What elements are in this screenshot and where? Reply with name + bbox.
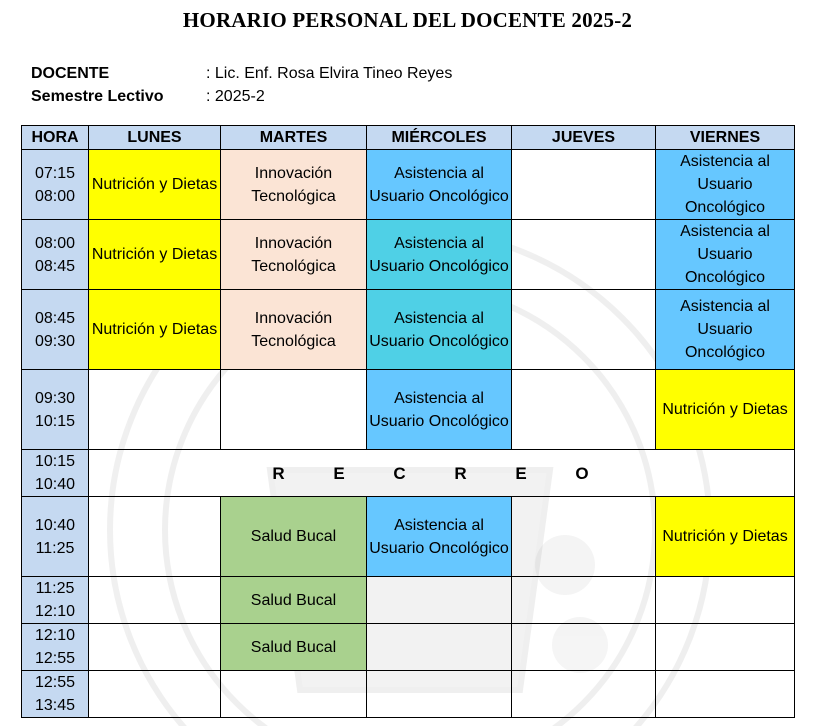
- class-cell-miercoles: Asistencia al Usuario Oncológico: [367, 497, 512, 577]
- time-cell: [22, 290, 89, 370]
- header-lunes: LUNES: [89, 126, 221, 150]
- time-cell: [22, 624, 89, 671]
- time-end: 09:30: [34, 332, 76, 350]
- table-row: [22, 671, 795, 718]
- class-cell-lunes: Nutrición y Dietas: [89, 290, 221, 370]
- time-cell: [22, 150, 89, 220]
- class-cell-martes: [221, 671, 367, 718]
- time-start: 10:40: [34, 516, 76, 534]
- header-jueves: JUEVES: [512, 126, 656, 150]
- class-cell-jueves: [512, 624, 656, 671]
- header-martes: MARTES: [221, 126, 367, 150]
- docente-row: [31, 62, 452, 85]
- time-start: 10:15: [34, 453, 76, 470]
- class-cell-lunes: Nutrición y Dietas: [89, 150, 221, 220]
- semestre-value: : 2025-2: [206, 87, 265, 105]
- class-cell-martes: Salud Bucal: [221, 497, 367, 577]
- time-start: 08:00: [34, 234, 76, 252]
- page-title: HORARIO PERSONAL DEL DOCENTE 2025-2: [182, 8, 633, 32]
- table-row: [22, 497, 795, 577]
- class-cell-lunes: [89, 577, 221, 624]
- class-cell-viernes: Nutrición y Dietas: [656, 497, 795, 577]
- time-start: 11:25: [35, 580, 75, 597]
- class-cell-martes: [221, 370, 367, 450]
- class-cell-martes: Salud Bucal: [221, 577, 367, 624]
- schedule-table: [21, 125, 795, 718]
- recreo-cell: R E C R E O: [89, 450, 795, 497]
- class-cell-viernes: [656, 671, 795, 718]
- time-end: 08:00: [34, 187, 76, 205]
- header-hora: HORA: [22, 126, 89, 150]
- table-row: [22, 370, 795, 450]
- class-cell-lunes: [89, 671, 221, 718]
- class-cell-martes: Innovación Tecnológica: [221, 150, 367, 220]
- class-cell-viernes: [656, 577, 795, 624]
- class-cell-viernes: Asistencia al Usuario Oncológico: [656, 220, 795, 290]
- time-start: 12:55: [34, 674, 76, 691]
- class-cell-miercoles: Asistencia al Usuario Oncológico: [367, 290, 512, 370]
- class-cell-jueves: [512, 577, 656, 624]
- class-cell-martes: Innovación Tecnológica: [221, 290, 367, 370]
- class-cell-miercoles: Asistencia al Usuario Oncológico: [367, 370, 512, 450]
- class-cell-jueves: [512, 290, 656, 370]
- time-start: 07:15: [34, 164, 76, 182]
- semestre-label: Semestre Lectivo: [31, 87, 164, 105]
- time-end: 11:25: [35, 539, 75, 557]
- table-row: [22, 220, 795, 290]
- class-cell-viernes: Asistencia al Usuario Oncológico: [656, 150, 795, 220]
- teacher-info: [31, 62, 452, 108]
- class-cell-martes: Salud Bucal: [221, 624, 367, 671]
- class-cell-viernes: Asistencia al Usuario Oncológico: [656, 290, 795, 370]
- class-cell-miercoles: [367, 577, 512, 624]
- class-cell-jueves: [512, 497, 656, 577]
- header-row: [22, 126, 795, 150]
- time-end: 10:40: [34, 476, 76, 493]
- header-miercoles: MIÉRCOLES: [367, 126, 512, 150]
- table-row-recreo: [22, 450, 795, 497]
- class-cell-viernes: Nutrición y Dietas: [656, 370, 795, 450]
- time-end: 13:45: [34, 697, 76, 714]
- docente-label: DOCENTE: [31, 64, 110, 82]
- class-cell-lunes: Nutrición y Dietas: [89, 220, 221, 290]
- class-cell-lunes: [89, 370, 221, 450]
- time-end: 10:15: [34, 412, 76, 430]
- class-cell-miercoles: Asistencia al Usuario Oncológico: [367, 220, 512, 290]
- class-cell-miercoles: [367, 671, 512, 718]
- time-end: 12:55: [34, 650, 76, 667]
- time-cell: [22, 220, 89, 290]
- class-cell-martes: Innovación Tecnológica: [221, 220, 367, 290]
- time-start: 08:45: [34, 309, 76, 327]
- class-cell-jueves: [512, 150, 656, 220]
- time-cell: [22, 450, 89, 497]
- table-row: [22, 150, 795, 220]
- class-cell-miercoles: [367, 624, 512, 671]
- docente-value: : Lic. Enf. Rosa Elvira Tineo Reyes: [206, 64, 453, 82]
- table-row: [22, 290, 795, 370]
- table-row: [22, 577, 795, 624]
- time-cell: [22, 497, 89, 577]
- time-cell: [22, 671, 89, 718]
- semestre-row: [31, 85, 452, 108]
- table-row: [22, 624, 795, 671]
- time-end: 08:45: [34, 257, 76, 275]
- time-start: 12:10: [34, 627, 76, 644]
- class-cell-lunes: [89, 497, 221, 577]
- time-start: 09:30: [34, 389, 76, 407]
- time-cell: [22, 370, 89, 450]
- time-end: 12:10: [34, 603, 76, 620]
- class-cell-miercoles: Asistencia al Usuario Oncológico: [367, 150, 512, 220]
- class-cell-jueves: [512, 370, 656, 450]
- class-cell-lunes: [89, 624, 221, 671]
- class-cell-jueves: [512, 220, 656, 290]
- header-viernes: VIERNES: [656, 126, 795, 150]
- class-cell-viernes: [656, 624, 795, 671]
- time-cell: [22, 577, 89, 624]
- class-cell-jueves: [512, 671, 656, 718]
